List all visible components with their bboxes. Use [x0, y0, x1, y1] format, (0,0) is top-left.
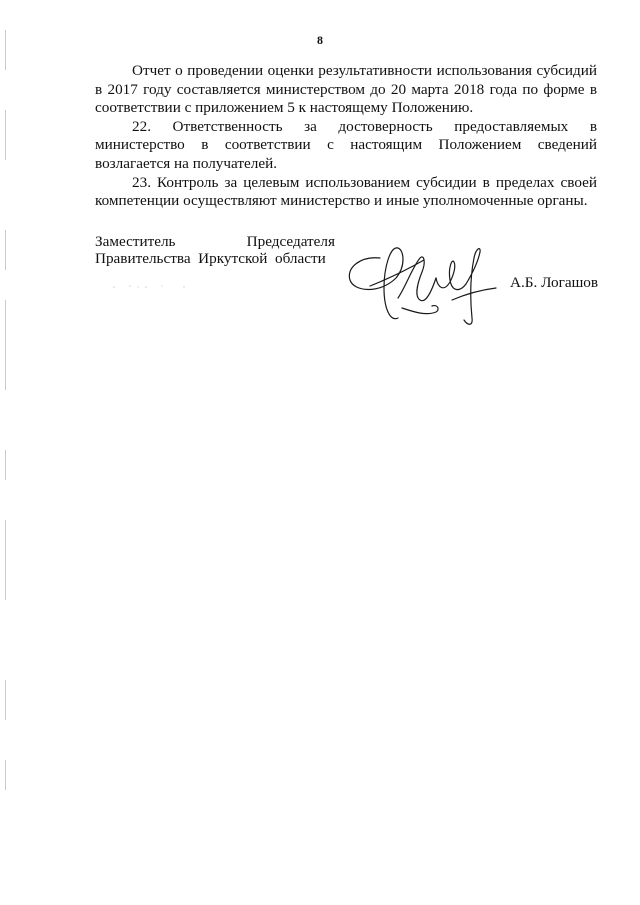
page-number: 8 — [317, 33, 323, 47]
document-body — [95, 62, 597, 211]
signatory-title — [95, 233, 335, 267]
scan-artifact — [110, 284, 190, 290]
signatory-title-word-chairman: Председателя — [246, 233, 335, 250]
paragraph-22-responsibility: 22. Ответственность за достоверность предоставляемых в министерство в соответствии с настоящим Положением сведений возлагается на получателей. — [95, 117, 597, 172]
handwritten-signature-icon — [340, 238, 500, 330]
paragraph-report: Отчет о проведении оценки результативности использования субсидий в 2017 году составляется министерством до 20 марта 2018 года по форме в соответствии с приложением 5 к настоящему Положению. — [95, 62, 597, 117]
scan-margin-artifact — [3, 0, 9, 905]
paragraph-23-control: 23. Контроль за целевым использованием субсидии в пределах своей компетенции осуществляют министерство и иные уполномоченные органы. — [95, 173, 597, 210]
signatory-title-line-1 — [95, 233, 335, 250]
signatory-title-line-2: Правительства Иркутской области — [95, 250, 326, 267]
signatory-title-word-deputy: Заместитель — [95, 233, 176, 250]
signer-name: А.Б. Логашов — [510, 274, 599, 291]
